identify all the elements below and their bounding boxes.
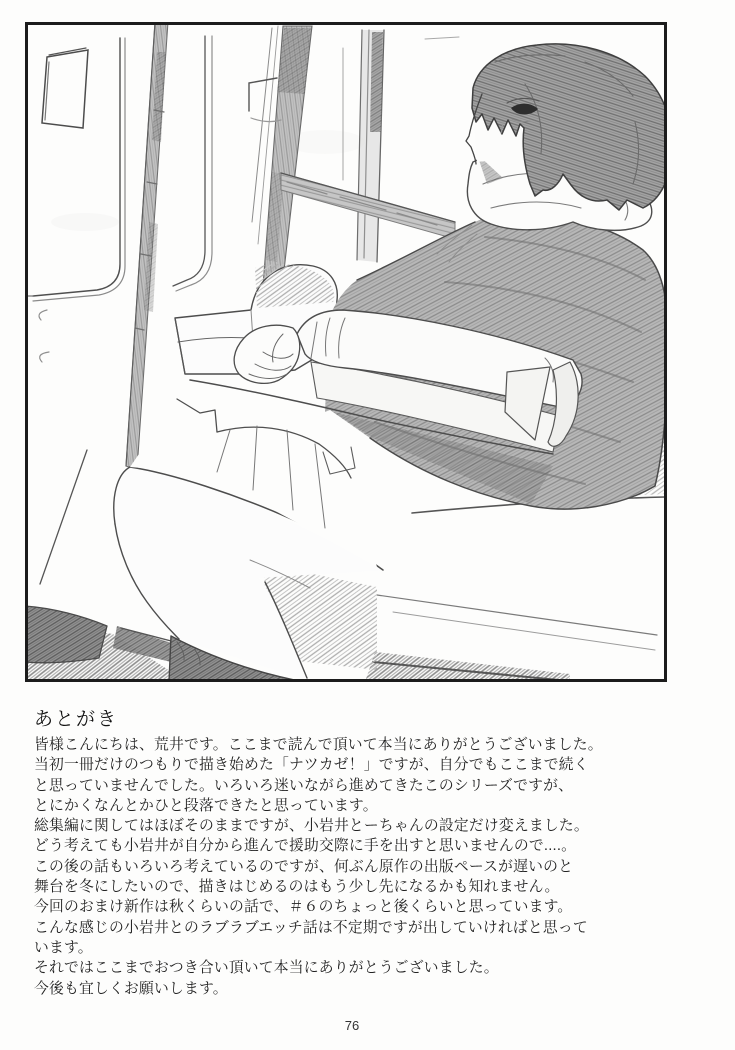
afterword-line: 舞台を冬にしたいので、描きはじめるのはもう少し先になるかも知れません。 bbox=[34, 879, 560, 896]
afterword-line: 今後も宜しくお願いします。 bbox=[34, 980, 228, 997]
afterword-line: と思っていませんでした。いろいろ迷いながら進めてきたこのシリーズですが、 bbox=[34, 777, 574, 794]
afterword-line: とにかくなんとかひと段落できたと思っています。 bbox=[34, 797, 378, 814]
illustration-frame bbox=[25, 22, 667, 682]
afterword-line: それではここまでおつき合い頂いて本当にありがとうございました。 bbox=[34, 960, 499, 977]
afterword-line: 今回のおまけ新作は秋くらいの話で、＃６のちょっと後くらいと思っています。 bbox=[34, 899, 573, 916]
afterword-section bbox=[34, 704, 674, 997]
train-sketch bbox=[25, 22, 667, 682]
afterword-line: この後の話もいろいろ考えているのですが、何ぶん原作の出版ペースが遅いのと bbox=[34, 858, 574, 875]
afterword-heading: あとがき bbox=[34, 709, 119, 730]
afterword-text bbox=[34, 735, 674, 999]
afterword-line: どう考えても小岩井が自分から進んで援助交際に手を出すと思いませんので....。 bbox=[34, 838, 577, 855]
page-number: 76 bbox=[344, 1018, 360, 1033]
afterword-line: こんな感じの小岩井とのラブラブエッチ話は不定期ですが出していければと思って bbox=[34, 919, 588, 936]
afterword-line: 当初一冊だけのつもりで描き始めた「ナツカゼ！」ですが、自分でもここまで続く bbox=[34, 757, 589, 774]
afterword-line: 皆様こんにちは、荒井です。ここまで読んで頂いて本当にありがとうございました。 bbox=[34, 737, 603, 753]
afterword-line: います。 bbox=[34, 939, 93, 956]
afterword-line: 総集編に関してはほぼそのままですが、小岩井とーちゃんの設定だけ変えました。 bbox=[34, 818, 589, 835]
